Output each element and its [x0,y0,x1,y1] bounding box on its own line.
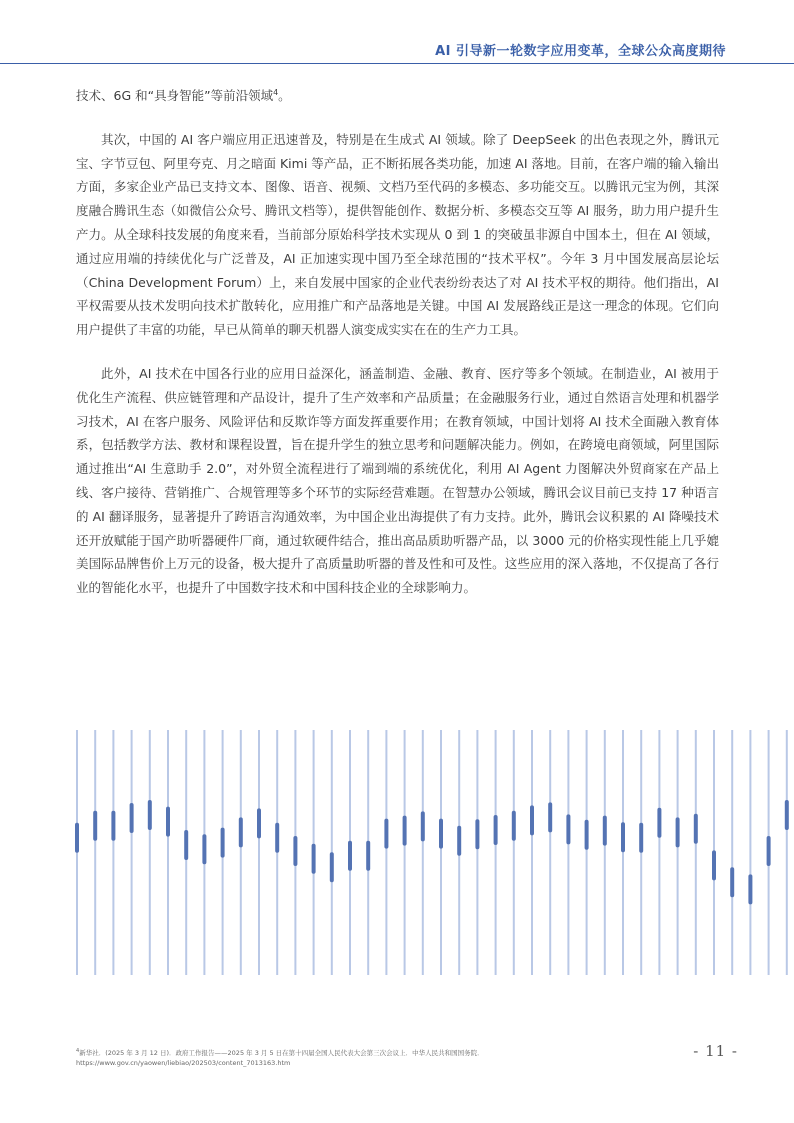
paragraph-3: 此外，AI 技术在中国各行业的应用日益深化，涵盖制造、金融、教育、医疗等多个领域。在制造业，AI 被用于优化生产流程、供应链管理和产品设计，提升了生产效率和产品质量；在金融服务行业，通过自然语言处理和机器学习技术，AI 在客户服务、风险评估和反欺诈等方面发挥重要作用；在教育领域，中国计划将 AI 技术全面融入教育体系，包括教学方法、教材和课程设置，旨在提升学生的独立思考和问题解决能力。例如，在跨境电商领域，阿里国际通过推出“AI 生意助手 2.0”，对外贸全流程进行了端到端的系统优化，利用 AI Agent 力图解决外贸商家在产品上线、客户接待、营销推广、合规管理等多个环节的实际经营难题。在智慧办公领域，腾讯会议目前已支持 17 种语言的 AI 翻译服务，显著提升了跨语言沟通效率，为中国企业出海提供了有力支持。此外，腾讯会议积累的 AI 降噪技术还开放赋能于国产助听器硬件厂商，通过软硬件结合，推出高品质助听器产品，以 3000 元的价格实现性能上几乎媲美国际品牌售价上万元的设备，极大提升了高质量助听器的普及性和可及性。这些应用的深入落地，不仅提高了各行业的智能化水平，也提升了中国数字技术和中国科技企业的全球影响力。 [76,365,719,596]
footnote [76,1046,636,1068]
header-divider [0,63,794,64]
paragraph-2: 其次，中国的 AI 客户端应用正迅速普及，特别是在生成式 AI 领域。除了 DeepSeek 的出色表现之外，腾讯元宝、字节豆包、阿里夸克、月之暗面 Kimi 等产品，正不断拓展各类功能，加速 AI 落地。目前，在客户端的输入输出方面，多家企业产品已支持文本、图像、语音、视频、文档乃至代码的多模态、多功能交互。以腾讯元宝为例，其深度融合腾讯生态（如微信公众号、腾讯文档等），提供智能创作、数据分析、多模态交互等 AI 服务，助力用户提升生产力。从全球科技发展的角度来看，当前部分原始科学技术实现从 0 到 1 的突破虽非源自中国本土，但在 AI 领域，通过应用端的持续优化与广泛普及，AI 正加速实现中国乃至全球范围的“技术平权”。今年 3 月中国发展高层论坛（China Development Forum）上，来自发展中国家的企业代表纷纷表达了对 AI 技术平权的期待。他们指出，AI 平权需要从技术发明向技术扩散转化，应用推广和产品落地是关键。中国 AI 发展路线正是这一理念的体现。它们向用户提供了丰富的功能，早已从简单的聊天机器人演变成实实在在的生产力工具。 [76,131,719,338]
paragraph-1-text: 技术、6G 和“具身智能”等前沿领域 [76,88,274,103]
footnote-marker: 4 [76,1048,80,1054]
footnote-line-1 [76,1046,636,1058]
paragraph-1 [76,84,719,108]
body-text [76,84,719,620]
header-title: AI 引导新一轮数字应用变革，全球公众高度期待 [435,44,726,59]
page-number: - 11 - [693,1042,738,1060]
footnote-url[interactable]: https://www.gov.cn/yaowen/liebiao/202503/content_7013163.htm [76,1059,291,1068]
footnote-citation: 新华社．(2025 年 3 月 12 日)．政府工作报告——2025 年 3 月 5 日在第十四届全国人民代表大会第三次会议上．中华人民共和国国务院． [79,1049,484,1058]
paragraph-1-end: 。 [278,88,291,103]
footnote-reference[interactable]: 4 [273,87,279,97]
decorative-line-pattern [60,730,794,980]
